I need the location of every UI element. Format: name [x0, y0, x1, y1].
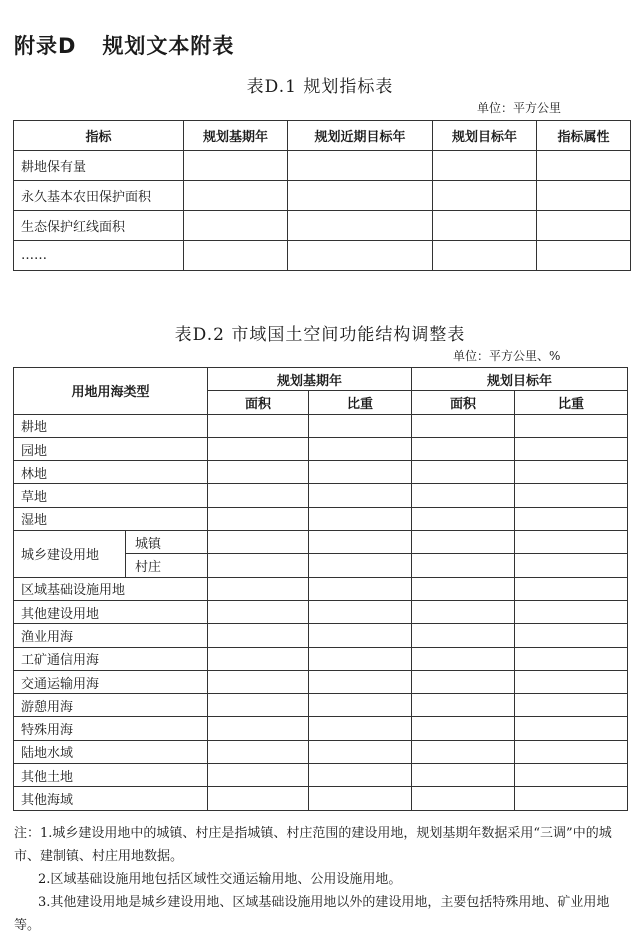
- row-label: 林地: [14, 461, 208, 484]
- row-label: 耕地保有量: [14, 151, 184, 181]
- table-row: [14, 414, 628, 437]
- note-3: 3.其他建设用地是城乡建设用地、区域基础设施用地以外的建设用地，主要包括特殊用地、矿业用地等。: [14, 895, 610, 933]
- table-row: [14, 181, 631, 211]
- table-row: [14, 531, 628, 554]
- row-label: 草地: [14, 484, 208, 507]
- table2-unit: 单位：平方公里、%: [453, 349, 561, 363]
- column-header-area: 面积: [412, 391, 515, 414]
- table-row: [14, 437, 628, 460]
- planning-indicator-table: [13, 120, 631, 271]
- table-row: [14, 241, 631, 271]
- row-label-urban-rural: 城乡建设用地: [14, 531, 126, 578]
- row-sublabel: 城镇: [126, 531, 208, 554]
- table-row: [14, 151, 631, 181]
- row-label: 湿地: [14, 507, 208, 530]
- note-2: 2.区域基础设施用地包括区域性交通运输用地、公用设施用地。: [38, 872, 402, 887]
- row-label: 区域基础设施用地: [14, 577, 208, 600]
- table-notes: [14, 822, 626, 937]
- table-row: [14, 717, 628, 740]
- column-header-area: 面积: [208, 391, 309, 414]
- column-group-base-year: 规划基期年: [208, 368, 412, 391]
- table-row: [14, 507, 628, 530]
- table-row: [14, 647, 628, 670]
- row-sublabel: 村庄: [126, 554, 208, 577]
- table-row: [14, 211, 631, 241]
- row-label: 生态保护红线面积: [14, 211, 184, 241]
- column-header-type: 用地用海类型: [14, 368, 208, 415]
- table-header-row: [14, 121, 631, 151]
- table1-unit: 单位：平方公里: [477, 101, 562, 115]
- table-header-row: [14, 368, 628, 391]
- table2-caption: 表D.2 市域国土空间功能结构调整表: [174, 325, 466, 345]
- row-label: 交通运输用海: [14, 670, 208, 693]
- row-label: 永久基本农田保护面积: [14, 181, 184, 211]
- table-row: [14, 670, 628, 693]
- table1-caption: 表D.1 规划指标表: [246, 77, 394, 97]
- table-row: [14, 787, 628, 810]
- table-row: [14, 484, 628, 507]
- column-header: 指标属性: [537, 121, 631, 151]
- column-header-ratio: 比重: [515, 391, 628, 414]
- row-label: 其他建设用地: [14, 600, 208, 623]
- column-header: 规划目标年: [433, 121, 537, 151]
- row-label: 耕地: [14, 414, 208, 437]
- row-label: 其他海域: [14, 787, 208, 810]
- column-group-target-year: 规划目标年: [412, 368, 628, 391]
- column-header: 指标: [14, 121, 184, 151]
- appendix-label: 附录D: [14, 34, 77, 58]
- table-row: [14, 461, 628, 484]
- table-row: [14, 740, 628, 763]
- row-label: 陆地水域: [14, 740, 208, 763]
- table-row: [14, 764, 628, 787]
- table-row: [14, 694, 628, 717]
- row-label: 园地: [14, 437, 208, 460]
- table-row: [14, 600, 628, 623]
- appendix-heading: [14, 30, 234, 60]
- table-row: [14, 624, 628, 647]
- land-sea-structure-table: [13, 367, 628, 811]
- table-row: [14, 577, 628, 600]
- row-label: ……: [14, 241, 184, 271]
- column-header-ratio: 比重: [309, 391, 412, 414]
- column-header: 规划近期目标年: [288, 121, 433, 151]
- note-1: 注：1.城乡建设用地中的城镇、村庄是指城镇、村庄范围的建设用地，规划基期年数据采用“三调”中的城市、建制镇、村庄用地数据。: [14, 826, 612, 864]
- row-label: 特殊用海: [14, 717, 208, 740]
- column-header: 规划基期年: [184, 121, 288, 151]
- row-label: 渔业用海: [14, 624, 208, 647]
- row-label: 工矿通信用海: [14, 647, 208, 670]
- row-label: 其他土地: [14, 764, 208, 787]
- row-label: 游憩用海: [14, 694, 208, 717]
- appendix-title-text: 规划文本附表: [102, 34, 235, 58]
